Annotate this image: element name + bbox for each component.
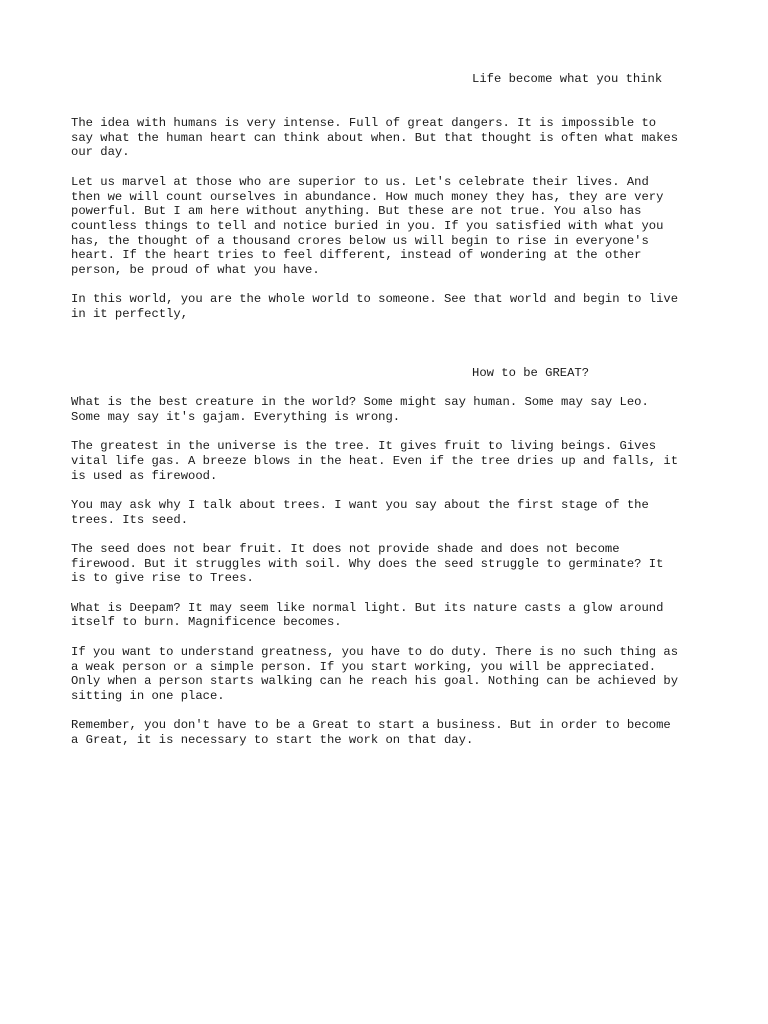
paragraph: The seed does not bear fruit. It does not provide shade and does not become firewood. But it struggles with soil. Why does the seed struggle to germinate? It is to give rise to Trees. <box>71 541 664 586</box>
section-title-life-become: Life become what you think <box>472 72 663 86</box>
section-title-how-to-be-great: How to be GREAT? <box>472 366 590 380</box>
paragraph: If you want to understand greatness, you have to do duty. There is no such thing as a weak person or a simple person. If you start working, you will be appreciated. Only when a person starts walking can he reach his goal. Nothing can be achieved by sitting in one place. <box>71 644 679 703</box>
paragraph: In this world, you are the whole world to someone. See that world and begin to live in it perfectly, <box>71 292 679 322</box>
paragraph: You may ask why I talk about trees. I want you say about the first stage of the trees. Its seed. <box>71 497 649 527</box>
paragraph: Let us marvel at those who are superior to us. Let's celebrate their lives. And then we will count ourselves in abundance. How much money they has, they are very powerful. But I am here without anything. But these are not true. You also has countless things to tell and notice buried in you. If you satisfied with what you has, the thought of a thousand crores below us will begin to rise in everyone's heart. If the heart tries to feel different, instead of wondering at the other person, be proud of what you have. <box>71 174 664 278</box>
paragraph: What is Deepam? It may seem like normal light. But its nature casts a glow around itself to burn. Magnificence becomes. <box>71 600 664 630</box>
section-life-become <box>71 116 711 337</box>
paragraph: Remember, you don't have to be a Great to start a business. But in order to become a Great, it is necessary to start the work on that day. <box>71 718 671 748</box>
section-how-to-be-great <box>71 395 711 762</box>
paragraph: The idea with humans is very intense. Full of great dangers. It is impossible to say what the human heart can think about when. But that thought is often what makes our day. <box>71 116 679 160</box>
paragraph: What is the best creature in the world? Some might say human. Some may say Leo. Some may say it's gajam. Everything is wrong. <box>71 395 649 424</box>
paragraph: The greatest in the universe is the tree. It gives fruit to living beings. Gives vital life gas. A breeze blows in the heat. Even if the tree dries up and falls, it is used as firewood. <box>71 439 679 483</box>
